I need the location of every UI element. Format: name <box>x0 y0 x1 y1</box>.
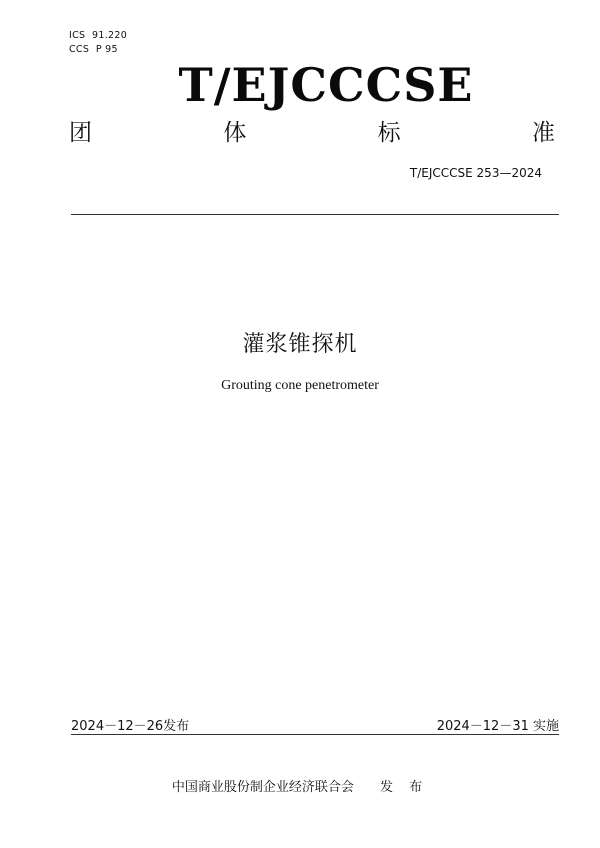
publisher-line <box>0 776 600 795</box>
implementation-date: 2024－12－31 实施 <box>436 719 559 734</box>
ics-code: ICS 91.220 <box>69 30 128 41</box>
standard-number: T/EJCCCSE 253—2024 <box>409 166 542 180</box>
footer-divider <box>71 734 559 735</box>
ccs-code: CCS P 95 <box>69 43 118 55</box>
standard-type-char: 准 <box>531 120 555 146</box>
header-divider <box>71 214 559 215</box>
title-chinese: 灌浆锥探机 <box>242 332 358 357</box>
standard-type-char: 体 <box>223 120 247 146</box>
title-english: Grouting cone penetrometer <box>221 378 379 393</box>
standard-type-char: 团 <box>69 120 92 146</box>
standard-type-char: 标 <box>377 120 401 146</box>
issue-date: 2024－12－26发布 <box>71 719 190 734</box>
organization-code: T/EJCCCSE <box>178 58 474 112</box>
standard-type <box>69 114 555 147</box>
publish-action: 发 布 <box>379 780 429 795</box>
publisher-name: 中国商业股份制企业经济联合会 <box>171 780 354 795</box>
classification-codes <box>69 29 127 56</box>
